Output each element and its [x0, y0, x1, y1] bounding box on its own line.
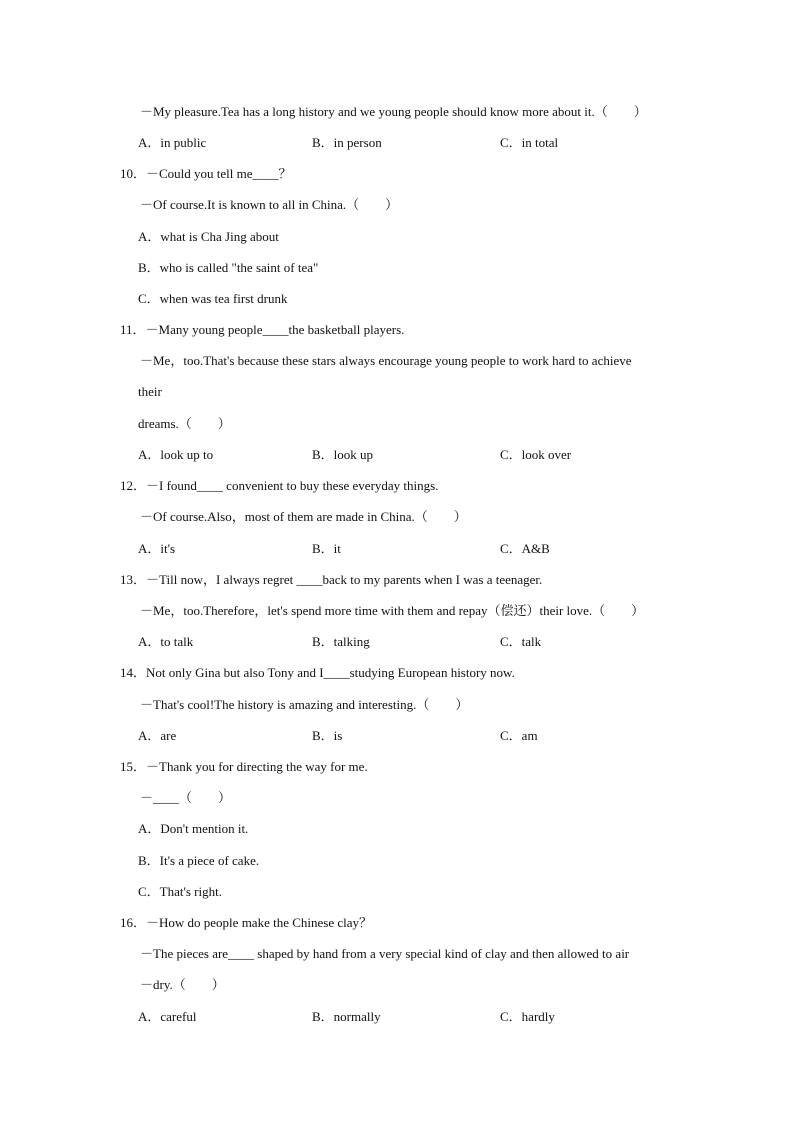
- q12-question-line: [120, 478, 438, 494]
- q16-question: －How do people make the Chinese clay？: [146, 915, 373, 930]
- q14-question-line: [120, 665, 515, 681]
- q11-option-c: C．look over: [500, 447, 572, 462]
- q13-question-line: [120, 572, 542, 588]
- q15-answer-line: －____（ ）: [140, 790, 232, 805]
- q14-question: Not only Gina but also Tony and I____studying European history now.: [146, 665, 515, 680]
- q15-option-c: C．That's right.: [138, 884, 222, 899]
- q12-option-c: C．A&B: [500, 541, 550, 556]
- q11-number: 11．: [120, 322, 146, 337]
- q12-option-b: B．it: [312, 541, 341, 556]
- q13-number: 13．: [120, 572, 147, 587]
- q16-question-line: [120, 915, 372, 931]
- q10-answer-line: －Of course.It is known to all in China.（ ）: [140, 197, 399, 212]
- q16-answer-line-2: －dry.（ ）: [140, 977, 225, 992]
- q10-option-b: B．who is called "the saint of tea": [138, 260, 319, 275]
- q9-option-a: A．in public: [138, 135, 207, 150]
- q12-question: －I found____ convenient to buy these everyday things.: [146, 478, 439, 493]
- q10-question-line: [120, 166, 292, 182]
- q14-option-c: C．am: [500, 728, 538, 743]
- q14-number: 14．: [120, 665, 147, 680]
- q15-option-b: B．It's a piece of cake.: [138, 853, 260, 868]
- q15-question: －Thank you for directing the way for me.: [146, 759, 368, 774]
- q16-option-a: A．careful: [138, 1009, 197, 1024]
- q9-answer-line: －My pleasure.Tea has a long history and we young people should know more about it.（ ）: [140, 104, 647, 119]
- q11-answer-line-3: dreams.（ ）: [138, 416, 231, 431]
- q15-question-line: [120, 759, 368, 775]
- q11-question-line: [120, 322, 404, 338]
- q13-option-c: C．talk: [500, 634, 542, 649]
- q11-option-a: A．look up to: [138, 447, 214, 462]
- q14-option-a: A．are: [138, 728, 177, 743]
- q12-answer-line: －Of course.Also，most of them are made in China.（ ）: [140, 509, 467, 524]
- q10-question: －Could you tell me____？: [146, 166, 292, 181]
- q11-question: －Many young people____the basketball players.: [145, 322, 405, 337]
- q15-option-a: A．Don't mention it.: [138, 821, 249, 836]
- q9-option-b: B．in person: [312, 135, 382, 150]
- q14-answer-line: －That's cool!The history is amazing and interesting.（ ）: [140, 697, 469, 712]
- q12-option-a: A．it's: [138, 541, 176, 556]
- q10-option-a: A．what is Cha Jing about: [138, 229, 279, 244]
- q13-option-a: A．to talk: [138, 634, 194, 649]
- q13-option-b: B．talking: [312, 634, 370, 649]
- q11-answer-line-2: their: [138, 384, 162, 399]
- q9-option-c: C．in total: [500, 135, 559, 150]
- q16-option-b: B．normally: [312, 1009, 381, 1024]
- q15-number: 15．: [120, 759, 147, 774]
- q16-answer-line-1: －The pieces are____ shaped by hand from a very special kind of clay and then allowed to air: [140, 946, 630, 961]
- q11-option-b: B．look up: [312, 447, 374, 462]
- q14-option-b: B．is: [312, 728, 343, 743]
- q10-option-c: C．when was tea first drunk: [138, 291, 288, 306]
- q10-number: 10．: [120, 166, 147, 181]
- q16-option-c: C．hardly: [500, 1009, 555, 1024]
- q11-answer-line-1: －Me，too.That's because these stars always encourage young people to work hard to achieve: [140, 353, 632, 368]
- q12-number: 12．: [120, 478, 147, 493]
- q16-number: 16．: [120, 915, 147, 930]
- q13-question: －Till now，I always regret ____back to my parents when I was a teenager.: [146, 572, 543, 587]
- q13-answer-line: －Me，too.Therefore，let's spend more time with them and repay（偿还）their love.（ ）: [140, 603, 645, 618]
